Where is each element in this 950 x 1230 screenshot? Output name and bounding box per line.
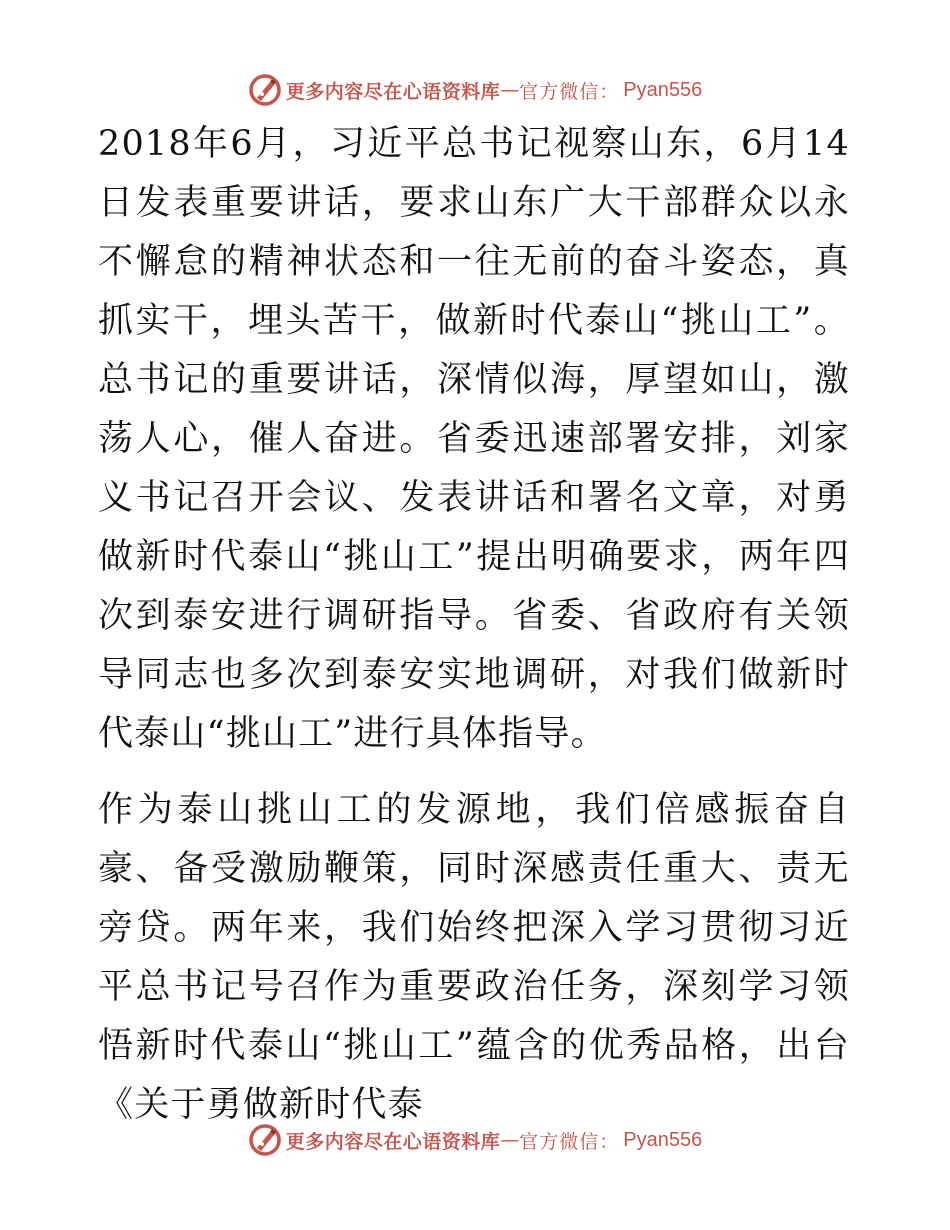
paragraph-1: 2018年6月，习近平总书记视察山东，6月14日发表重要讲话，要求山东广大干部群众以永不懈怠的精神状态和一往无前的奋斗姿态，真抓实干，埋头苦干，做新时代泰山“挑山工”。总书记的重要讲话，深情似海，厚望如山，激荡人心，催人奋进。省委迅速部署安排，刘家义书记召开会议、发表讲话和署名文章，对勇做新时代泰山“挑山工”提出明确要求，两年四次到泰安进行调研指导。省委、省政府有关领导同志也多次到泰安实地调研，对我们做新时代泰山“挑山工”进行具体指导。 [98, 124, 850, 754]
footer-wechat-id: Pyan556 [623, 1128, 703, 1151]
header-banner-text: 更多内容尽在心语资料库 [285, 80, 501, 103]
footer-banner [0, 1120, 950, 1160]
header-banner [0, 70, 950, 110]
red-circle-pen-logo-icon [248, 73, 282, 107]
header-wechat-id: Pyan556 [623, 78, 703, 101]
footer-banner-text: 更多内容尽在心语资料库 [285, 1130, 501, 1153]
document-body [98, 115, 850, 1135]
paragraph-2: 作为泰山挑山工的发源地，我们倍感振奋自豪、备受激励鞭策，同时深感责任重大、责无旁贷。两年来，我们始终把深入学习贯彻习近平总书记号召作为重要政治任务，深刻学习领悟新时代泰山“挑山工”蕴含的优秀品格，出台《关于勇做新时代泰 [98, 790, 850, 1125]
red-circle-pen-logo-icon [248, 1123, 282, 1157]
footer-wechat-label: 官方微信： [519, 1130, 620, 1153]
header-banner-separator: — [500, 79, 520, 101]
footer-banner-separator: — [500, 1129, 520, 1151]
header-wechat-label: 官方微信： [519, 80, 620, 103]
